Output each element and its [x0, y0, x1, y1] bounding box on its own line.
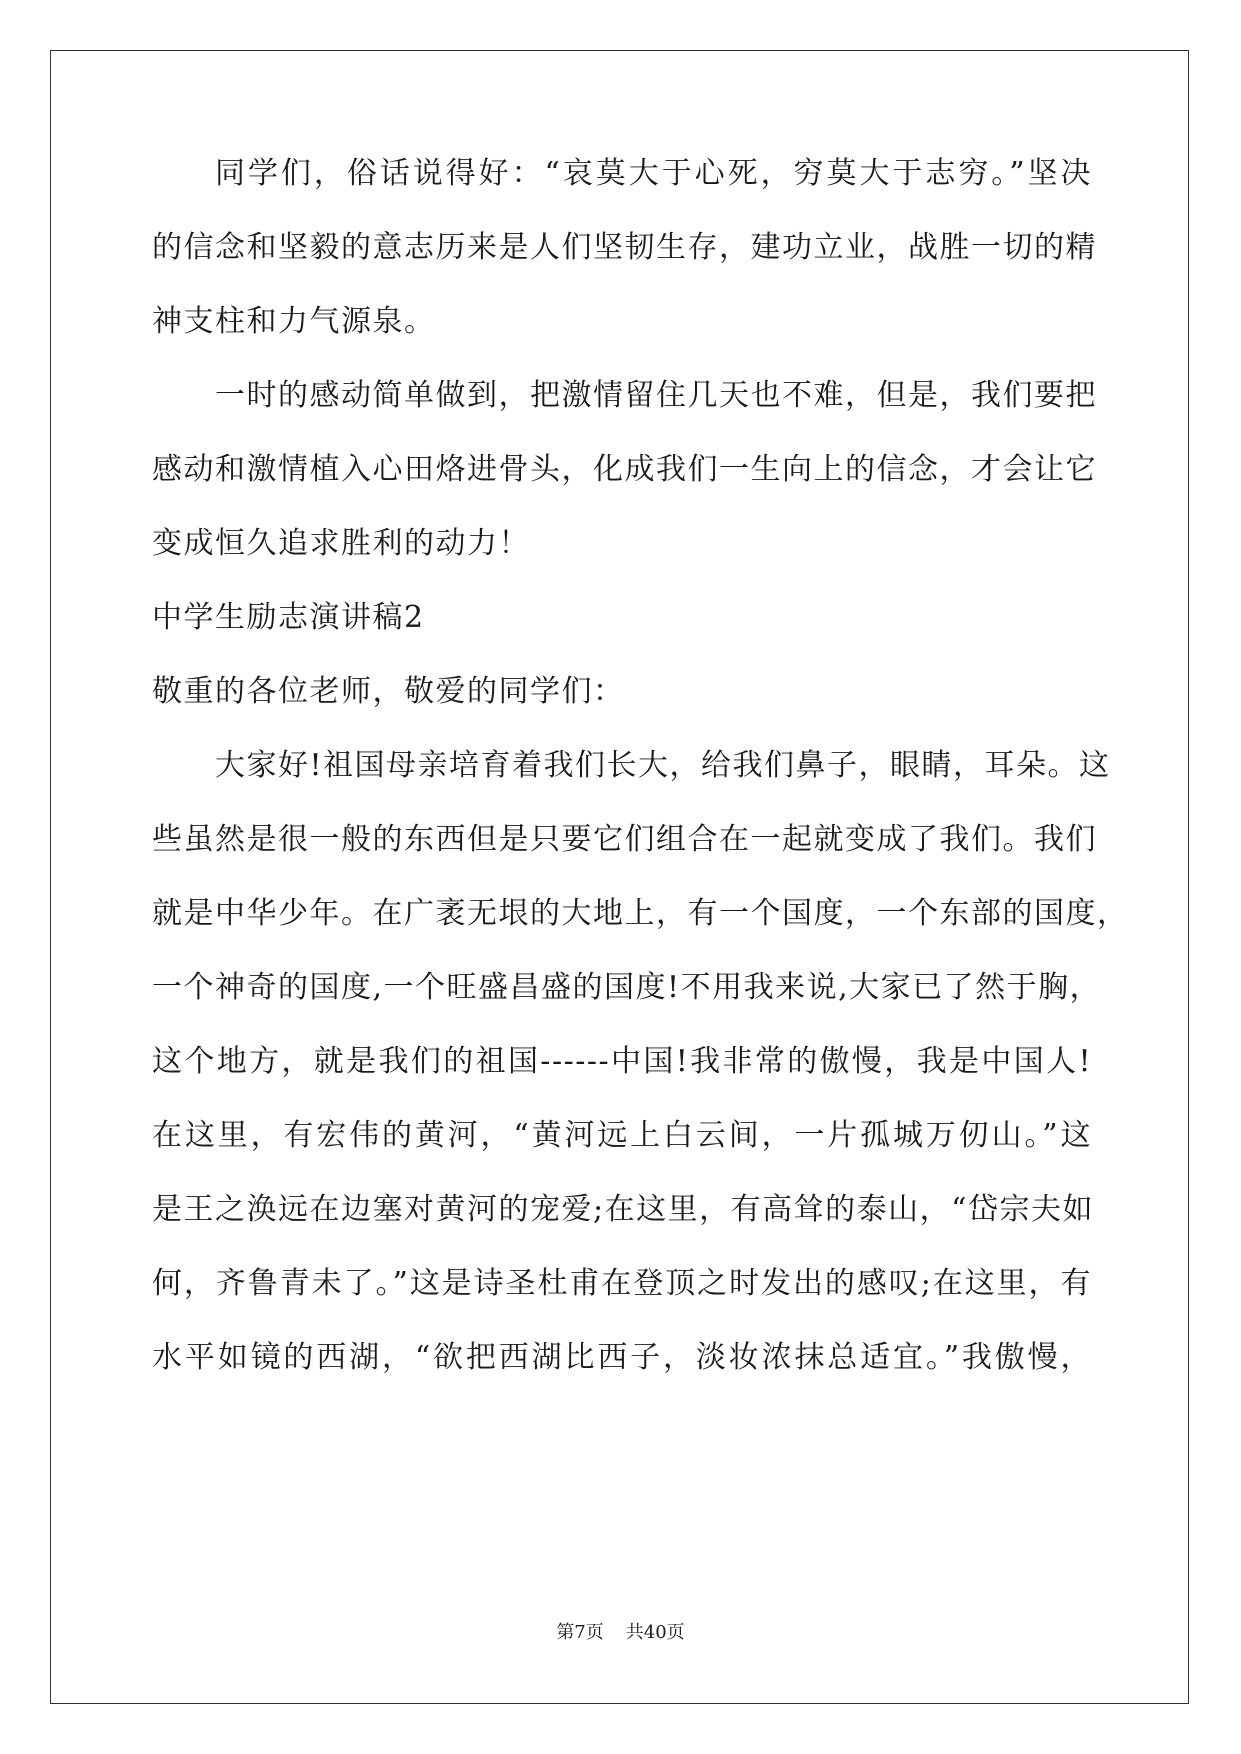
total-pages: 共40页: [625, 1622, 685, 1643]
paragraph-line: 就是中华少年。在广袤无垠的大地上，有一个国度，一个东部的国度，: [152, 896, 1129, 931]
paragraph-line: 神支柱和力气源泉。: [152, 304, 436, 339]
paragraph-line: 同学们，俗话说得好：“哀莫大于心死，穷莫大于志穷。”坚决: [215, 156, 1092, 191]
page-number: 第7页: [556, 1622, 604, 1643]
paragraph-line: 这个地方，就是我们的祖国------中国!我非常的傲慢，我是中国人!: [152, 1044, 1092, 1079]
paragraph-line: 些虽然是很一般的东西但是只要它们组合在一起就变成了我们。我们: [152, 822, 1097, 857]
paragraph-line: 一时的感动简单做到，把激情留住几天也不难，但是，我们要把: [215, 378, 1097, 413]
paragraph-line: 的信念和坚毅的意志历来是人们坚韧生存，建功立业，战胜一切的精: [152, 230, 1097, 265]
paragraph-line: 变成恒久追求胜利的动力！: [152, 526, 530, 561]
paragraph-line: 是王之涣远在边塞对黄河的宠爱;在这里，有高耸的泰山，“岱宗夫如: [152, 1192, 1094, 1227]
document-body: [152, 156, 1129, 1417]
paragraph-line: 感动和激情植入心田烙进骨头，化成我们一生向上的信念，才会让它: [152, 452, 1097, 487]
paragraph-line: 大家好!祖国母亲培育着我们长大，给我们鼻子，眼睛，耳朵。这: [215, 748, 1111, 783]
paragraph-line: 在这里，有宏伟的黄河，“黄河远上白云间，一片孤城万仞山。”这: [152, 1118, 1092, 1153]
paragraph-line: 一个神奇的国度,一个旺盛昌盛的国度!不用我来说,大家已了然于胸，: [152, 970, 1102, 1005]
paragraph-line: 水平如镜的西湖，“欲把西湖比西子，淡妆浓抹总适宜。”我傲慢，: [152, 1340, 1092, 1375]
salutation-line: 敬重的各位老师，敬爱的同学们：: [152, 674, 625, 709]
page-footer: [0, 1623, 1241, 1643]
section-heading: 中学生励志演讲稿2: [152, 600, 425, 635]
paragraph-line: 何，齐鲁青未了。”这是诗圣杜甫在登顶之时发出的感叹;在这里，有: [152, 1266, 1092, 1301]
